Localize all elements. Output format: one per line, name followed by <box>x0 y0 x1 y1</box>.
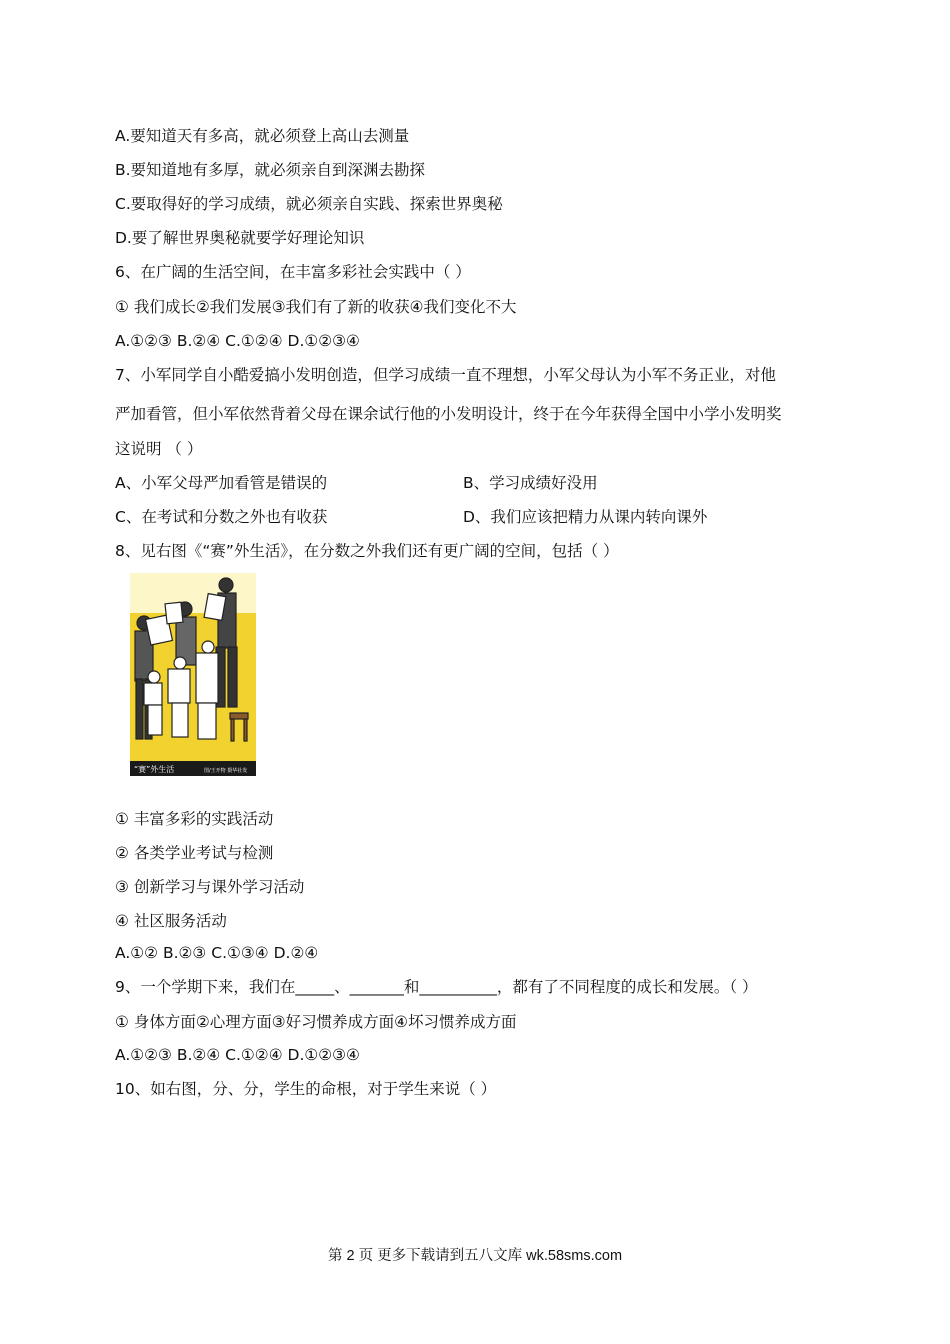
q5-option-a: A.要知道天有多高，就必须登上高山去测量 <box>115 127 410 145</box>
q6-items: ① 我们成长②我们发展③我们有了新的收获④我们变化不大 <box>115 298 517 316</box>
q8-stem: 8、见右图《“赛”外生活》，在分数之外我们还有更广阔的空间，包括（ ） <box>115 542 619 560</box>
q9-stem: 9、一个学期下来，我们在_____、_______和__________，都有了不同程度的成长和发展。（ ） <box>115 978 758 996</box>
q7-stem-line3: 这说明 （ ） <box>115 440 203 458</box>
q8-item-2: ② 各类学业考试与检测 <box>115 844 274 862</box>
q7-option-d: D、我们应该把精力从课内转向课外 <box>463 508 708 526</box>
q7-stem-line2: 严加看管，但小军依然背着父母在课余试行他的小发明设计，终于在今年获得全国中小学小发明奖 <box>115 405 782 423</box>
q8-item-1: ① 丰富多彩的实践活动 <box>115 810 274 828</box>
q9-options: A.①②③ B.②④ C.①②④ D.①②③④ <box>115 1046 360 1064</box>
q8-options: A.①② B.②③ C.①③④ D.②④ <box>115 944 319 962</box>
q8-item-4: ④ 社区服务活动 <box>115 912 227 930</box>
q5-option-c: C.要取得好的学习成绩，就必须亲自实践、探索世界奥秘 <box>115 195 503 213</box>
q8-item-3: ③ 创新学习与课外学习活动 <box>115 878 305 896</box>
page-footer: 第 2 页 更多下载请到五八文库 wk.58sms.com <box>327 1248 623 1264</box>
q7-stem-line1: 7、小军同学自小酷爱搞小发明创造，但学习成绩一直不理想，小军父母认为小军不务正业，对他 <box>115 366 776 384</box>
q7-option-b: B、学习成绩好没用 <box>463 474 598 492</box>
q6-options: A.①②③ B.②④ C.①②④ D.①②③④ <box>115 332 360 350</box>
q5-option-d: D.要了解世界奥秘就要学好理论知识 <box>115 229 365 247</box>
q5-option-b: B.要知道地有多厚，就必须亲自到深渊去勘探 <box>115 161 426 179</box>
q10-stem: 10、如右图，分、分，学生的命根，对于学生来说（ ） <box>115 1080 497 1098</box>
cartoon-caption: “赛”外生活 <box>134 765 175 774</box>
cartoon-image <box>130 573 256 776</box>
cartoon-credit: 图/王开物 摄华社发 <box>204 768 248 774</box>
q7-option-a: A、小军父母严加看管是错误的 <box>115 474 328 492</box>
q6-stem: 6、在广阔的生活空间，在丰富多彩社会实践中（ ） <box>115 263 471 281</box>
q9-items: ① 身体方面②心理方面③好习惯养成方面④坏习惯养成方面 <box>115 1013 517 1031</box>
q7-option-c: C、在考试和分数之外也有收获 <box>115 508 328 526</box>
